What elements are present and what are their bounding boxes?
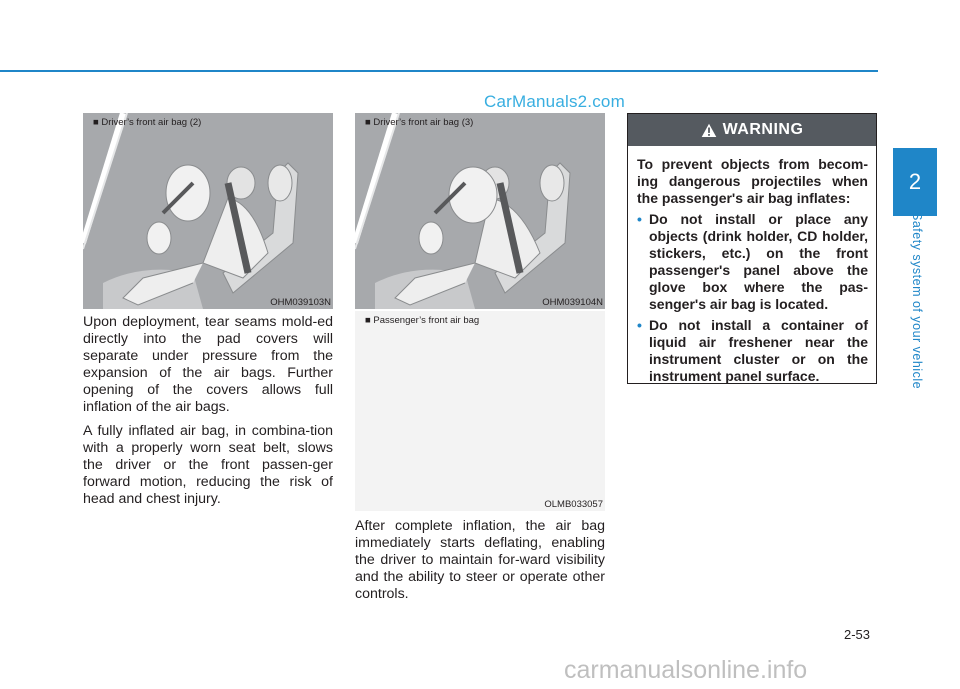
figure-caption: ■ Driver’s front air bag (3) [365,117,474,128]
chapter-title-text: Safety system of your vehicle [910,212,924,390]
watermark-bottom[interactable]: carmanualsonline.info [564,656,808,684]
figure-code: OLMB033057 [544,499,603,510]
watermark-top[interactable]: CarManuals2.com [484,92,625,111]
page-number: 2-53 [844,627,871,642]
driver-airbag-illustration [83,113,333,309]
figure-caption: ■ Passenger’s front air bag [365,315,480,326]
paragraph: A fully inflated air bag, in combina-tion with a properly worn seat belt, slows the driver or the front passen-ger forward motion, reducing the risk of head and chest injury. [83,423,333,507]
warning-item-text: Do not install or place any objects (drink holder, CD holder, stickers, etc.) on the front passenger's panel above the glove box where the pas-senger's air bag is located. [649,211,868,312]
warning-header [628,114,876,146]
middle-column-text [355,518,605,610]
figure-caption: ■ Driver’s front air bag (2) [93,117,202,128]
header-rule [0,70,878,72]
paragraph: Upon deployment, tear seams mold-ed directly into the pad covers will separate under pressure from the expansion of the air bags. Further opening of the covers allows full inflation of the air bags. [83,314,333,415]
warning-box [627,113,877,384]
warning-title: WARNING [722,121,804,138]
chapter-title [907,212,927,402]
warning-item [637,211,868,313]
warning-body [628,146,876,385]
driver-airbag-illustration [355,113,605,309]
figure-driver-airbag-2 [83,113,333,309]
figure-code: OHM039103N [270,297,331,308]
bullet-icon: • [637,211,642,227]
bullet-icon: • [637,317,642,333]
warning-item-text: Do not install a container of liquid air freshener near the instrument cluster or on the instrument panel surface. [649,317,868,384]
figure-code: OHM039104N [542,297,603,308]
warning-item [637,317,868,385]
figure-driver-airbag-3 [355,113,605,309]
figure-passenger-airbag [355,311,605,511]
paragraph: After complete inflation, the air bag immediately starts deflating, enabling the driver to maintain for-ward visibility and the ability to steer or operate other controls. [355,518,605,602]
warning-triangle-icon [701,123,717,138]
warning-intro: To prevent objects from becom-ing dangerous projectiles when the passenger's air bag inflates: [637,156,868,206]
left-column-text [83,314,333,515]
chapter-tab: 2 [893,148,937,216]
warning-list [637,211,868,385]
